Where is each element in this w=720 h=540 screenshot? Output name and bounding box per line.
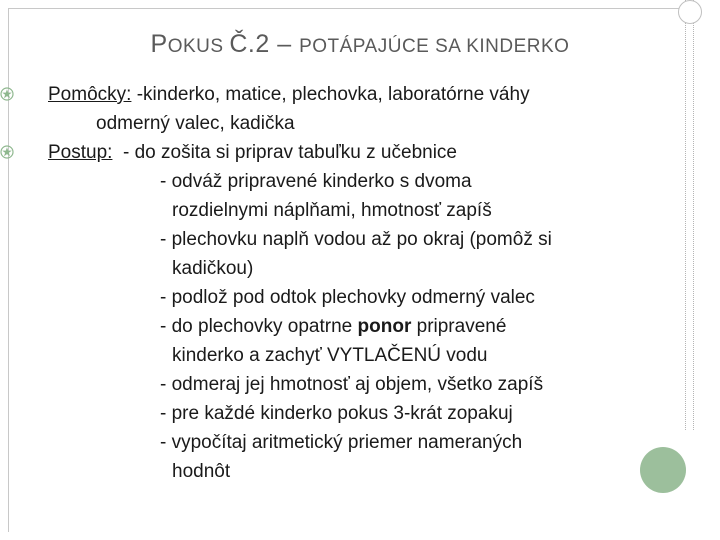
title-number: Č.2 – [229,30,300,58]
frame-top-line [8,8,682,9]
slide-body [0,80,690,486]
postup-step: - plechovku naplň vodou až po okraj (pomôž si [160,229,552,250]
postup-step: - pre každé kinderko pokus 3-krát zopakuj [160,403,513,424]
postup-step: - odmeraj jej hmotnosť aj objem, všetko zapíš [160,374,544,395]
pomocky-line2: odmerný valec, kadička [96,113,295,134]
slide-title [0,30,720,59]
title-subtitle: POTÁPAJÚCE SA KINDERKO [299,36,570,57]
postup-step-part: - do plechovky opatrne [160,316,358,337]
postup-step: - do zošita si priprav tabuľku z učebnice [123,142,457,163]
star-bullet-icon [0,87,14,101]
postup-step-bold: ponor [357,316,412,337]
postup-step-cont: kadičkou) [172,258,254,279]
postup-step-part: pripravené [411,316,507,337]
postup-step: - podlož pod odtok plechovky odmerný valec [160,287,535,308]
postup-step-cont: rozdielnymi náplňami, hmotnosť zapíš [172,200,492,221]
bullet-postup [0,138,690,167]
postup-step: - odváž pripravené kinderko s dvoma [160,171,472,192]
pomocky-label: Pomôcky: [48,84,132,105]
bullet-pomocky [0,80,690,109]
star-bullet-icon [0,145,14,159]
postup-label: Postup: [48,142,113,163]
postup-step-cont: hodnôt [172,461,231,482]
pomocky-line1: -kinderko, matice, plechovka, laboratórne váhy [131,84,530,105]
title-smallcaps: OKUS [167,36,230,57]
postup-step [0,312,690,341]
decorative-circle-top [678,0,702,24]
frame-right-dotted-line-2 [693,0,694,430]
postup-step-cont: kinderko a zachyť VYTLAČENÚ vodu [172,345,488,366]
title-initial: P [150,30,168,58]
postup-step: - vypočítaj aritmetický priemer nameraných [160,432,523,453]
